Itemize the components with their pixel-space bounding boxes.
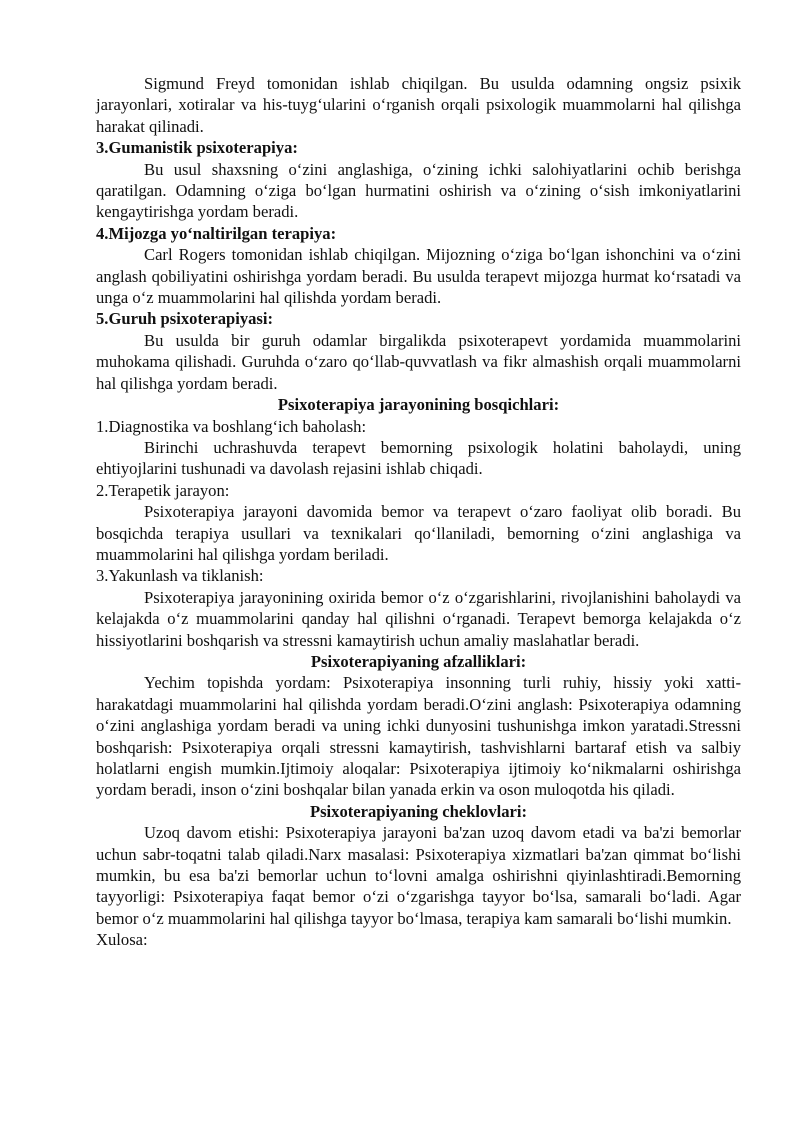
conclusion-label: Xulosa:	[96, 930, 148, 950]
paragraph-group-description: Bu usulda bir guruh odamlar birgalikda psixoterapevt yordamida muammolarini muhokama qilishadi. Guruhda o‘zaro qo‘llab-quvvatlash va fikr almashish orqali muammolarni hal qilishga yordam beradi.	[96, 330, 741, 393]
heading-advantages: Psixoterapiyaning afzalliklari:	[310, 651, 527, 671]
paragraph-therapeutic-process-description: Psixoterapiya jarayoni davomida bemor va terapevt o‘zaro faoliyat olib boradi. Bu bosqichda terapiya usullari va texnikalari qo‘llaniladi, bemorning o‘zini anglashiga va muammolarini hal qilishga yordam beriladi.	[96, 502, 741, 564]
stage-completion-label: 3.Yakunlash va tiklanish:	[96, 566, 264, 586]
paragraph-psychoanalysis-description: Sigmund Freyd tomonidan ishlab chiqilgan. Bu usulda odamning ongsiz psixik jarayonlari, xotiralar va his-tuyg‘ularini o‘rganish orqali psixologik muammolarni hal qilishga harakat qilinadi.	[96, 74, 741, 136]
paragraph-advantages: Yechim topishda yordam: Psixoterapiya insonning turli ruhiy, hissiy yoki xatti-harakatdagi muammolarini hal qilishda yordam beradi.O‘zini anglash: Psixoterapiya odamning o‘zini anglashiga yordam beradi va uning ichki dunyosini tushunishga imkon yaratadi.Stressni boshqarish: Psixoterapiya orqali stressni kamaytirish, tashvishlarni bartaraf etish va salbiy holatlarni engish mumkin.Ijtimoiy aloqalar: Psixoterapiya ijtimoiy ko‘nikmalarni oshirishga yordam beradi, inson o‘zini boshqalar bilan yanada erkin va oson muloqotda his qiladi.	[96, 673, 741, 800]
stage-therapeutic-process-label: 2.Terapetik jarayon:	[96, 480, 230, 500]
paragraph-completion-description: Psixoterapiya jarayonining oxirida bemor o‘z o‘zgarishlarini, rivojlanishini baholaydi va kelajakda o‘z muammolarini qanday hal qilishni o‘rganadi. Terapevt bemorga kelajakda o‘z hissiyotlarini boshqarish va stressni kamaytirish uchun amaliy maslahatlar beradi.	[96, 587, 741, 650]
stage-diagnostics-label: 1.Diagnostika va boshlang‘ich baholash:	[96, 416, 367, 436]
paragraph-humanistic-description: Bu usul shaxsning o‘zini anglashiga, o‘zining ichki salohiyatlarini ochib berishga qaratilgan. Odamning o‘ziga bo‘lgan hurmatini oshirish va o‘zining o‘sish imkoniyatlarini kengaytirishga yordam beradi.	[96, 159, 741, 222]
heading-limitations: Psixoterapiyaning cheklovlari:	[309, 801, 528, 821]
heading-process-stages: Psixoterapiya jarayonining bosqichlari:	[277, 395, 560, 415]
heading-humanistic-psychotherapy: 3.Gumanistik psixoterapiya:	[96, 138, 298, 158]
heading-client-centered-therapy: 4.Mijozga yo‘naltirilgan terapiya:	[96, 223, 337, 243]
paragraph-diagnostics-description: Birinchi uchrashuvda terapevt bemorning psixologik holatini baholaydi, uning ehtiyojlarini tushunadi va davolash rejasini ishlab chiqadi.	[96, 437, 741, 479]
paragraph-client-centered-description: Carl Rogers tomonidan ishlab chiqilgan. Mijozning o‘ziga bo‘lgan ishonchini va o‘zini anglash qobiliyatini oshirishga yordam beradi. Bu usulda terapevt mijozga hurmat ko‘rsatadi va unga o‘z muammolarini hal qilishda yordam beradi.	[96, 245, 741, 308]
heading-group-psychotherapy: 5.Guruh psixoterapiyasi:	[96, 309, 274, 329]
paragraph-limitations: Uzoq davom etishi: Psixoterapiya jarayoni ba'zan uzoq davom etadi va ba'zi bemorlar uchun sabr-toqatni talab qiladi.Narx masalasi: Psixoterapiya xizmatlari ba'zan qimmat bo‘lishi mumkin, bu esa ba'zi bemorlar uchun to‘lovni amalga oshirishni qiyinlashtiradi.Bemorning tayyorligi: Psixoterapiya faqat bemor o‘zi o‘zgarishga tayyor bo‘lsa, samarali bo‘ladi. Agar bemor o‘z muammolarini hal qilishga tayyor bo‘lmasa, terapiya kam samarali bo‘lishi mumkin.	[96, 823, 741, 928]
